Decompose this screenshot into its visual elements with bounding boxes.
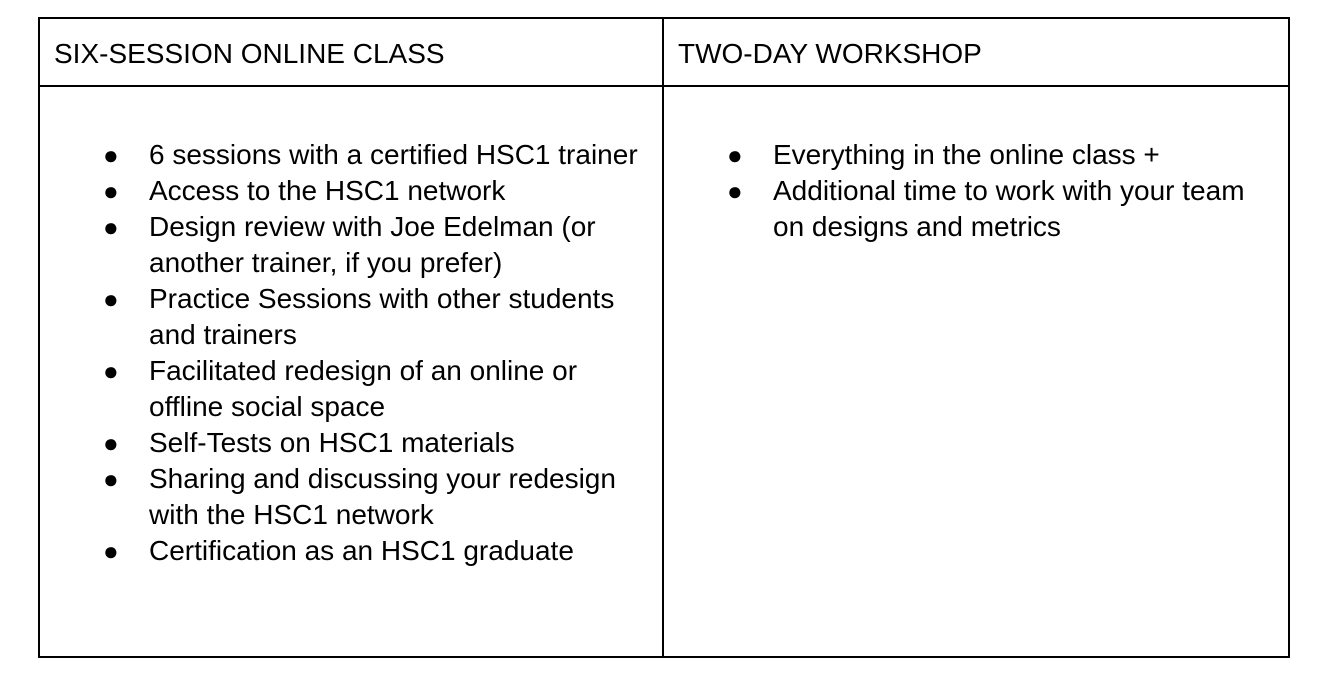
list-item [40, 137, 662, 173]
header-cell-workshop: TWO-DAY WORKSHOP [663, 18, 1289, 86]
bullet-icon: ● [103, 464, 119, 494]
body-row [39, 86, 1289, 657]
list-item [40, 461, 662, 533]
header-cell-online-class: SIX-SESSION ONLINE CLASS [39, 18, 663, 86]
list-item-text: Certification as an HSC1 graduate [149, 535, 574, 566]
workshop-cell [663, 86, 1289, 657]
online-class-list [40, 137, 662, 569]
list-item [40, 281, 662, 353]
bullet-icon: ● [103, 356, 119, 386]
list-item-text: Design review with Joe Edelman (or another trainer, if you prefer) [149, 211, 596, 278]
list-item-text: Facilitated redesign of an online or offline social space [149, 355, 578, 422]
list-item-text: Self-Tests on HSC1 materials [149, 427, 515, 458]
list-item [664, 173, 1288, 245]
bullet-icon: ● [727, 140, 743, 170]
list-item [40, 209, 662, 281]
list-item-text: Practice Sessions with other students and trainers [149, 283, 615, 350]
bullet-icon: ● [103, 140, 119, 170]
list-item-text: Everything in the online class + [773, 139, 1160, 170]
list-item-text: Access to the HSC1 network [149, 175, 506, 206]
list-item [40, 533, 662, 569]
header-row [39, 18, 1289, 86]
list-item [40, 173, 662, 209]
list-item [40, 425, 662, 461]
comparison-table [38, 17, 1290, 658]
list-item [40, 353, 662, 425]
bullet-icon: ● [103, 284, 119, 314]
list-item-text: 6 sessions with a certified HSC1 trainer [149, 139, 638, 170]
bullet-icon: ● [103, 176, 119, 206]
bullet-icon: ● [103, 212, 119, 242]
list-item [664, 137, 1288, 173]
list-item-text: Additional time to work with your team on designs and metrics [773, 175, 1245, 242]
workshop-list [664, 137, 1288, 245]
online-class-cell [39, 86, 663, 657]
bullet-icon: ● [727, 176, 743, 206]
bullet-icon: ● [103, 428, 119, 458]
list-item-text: Sharing and discussing your redesign with the HSC1 network [149, 463, 616, 530]
bullet-icon: ● [103, 536, 119, 566]
